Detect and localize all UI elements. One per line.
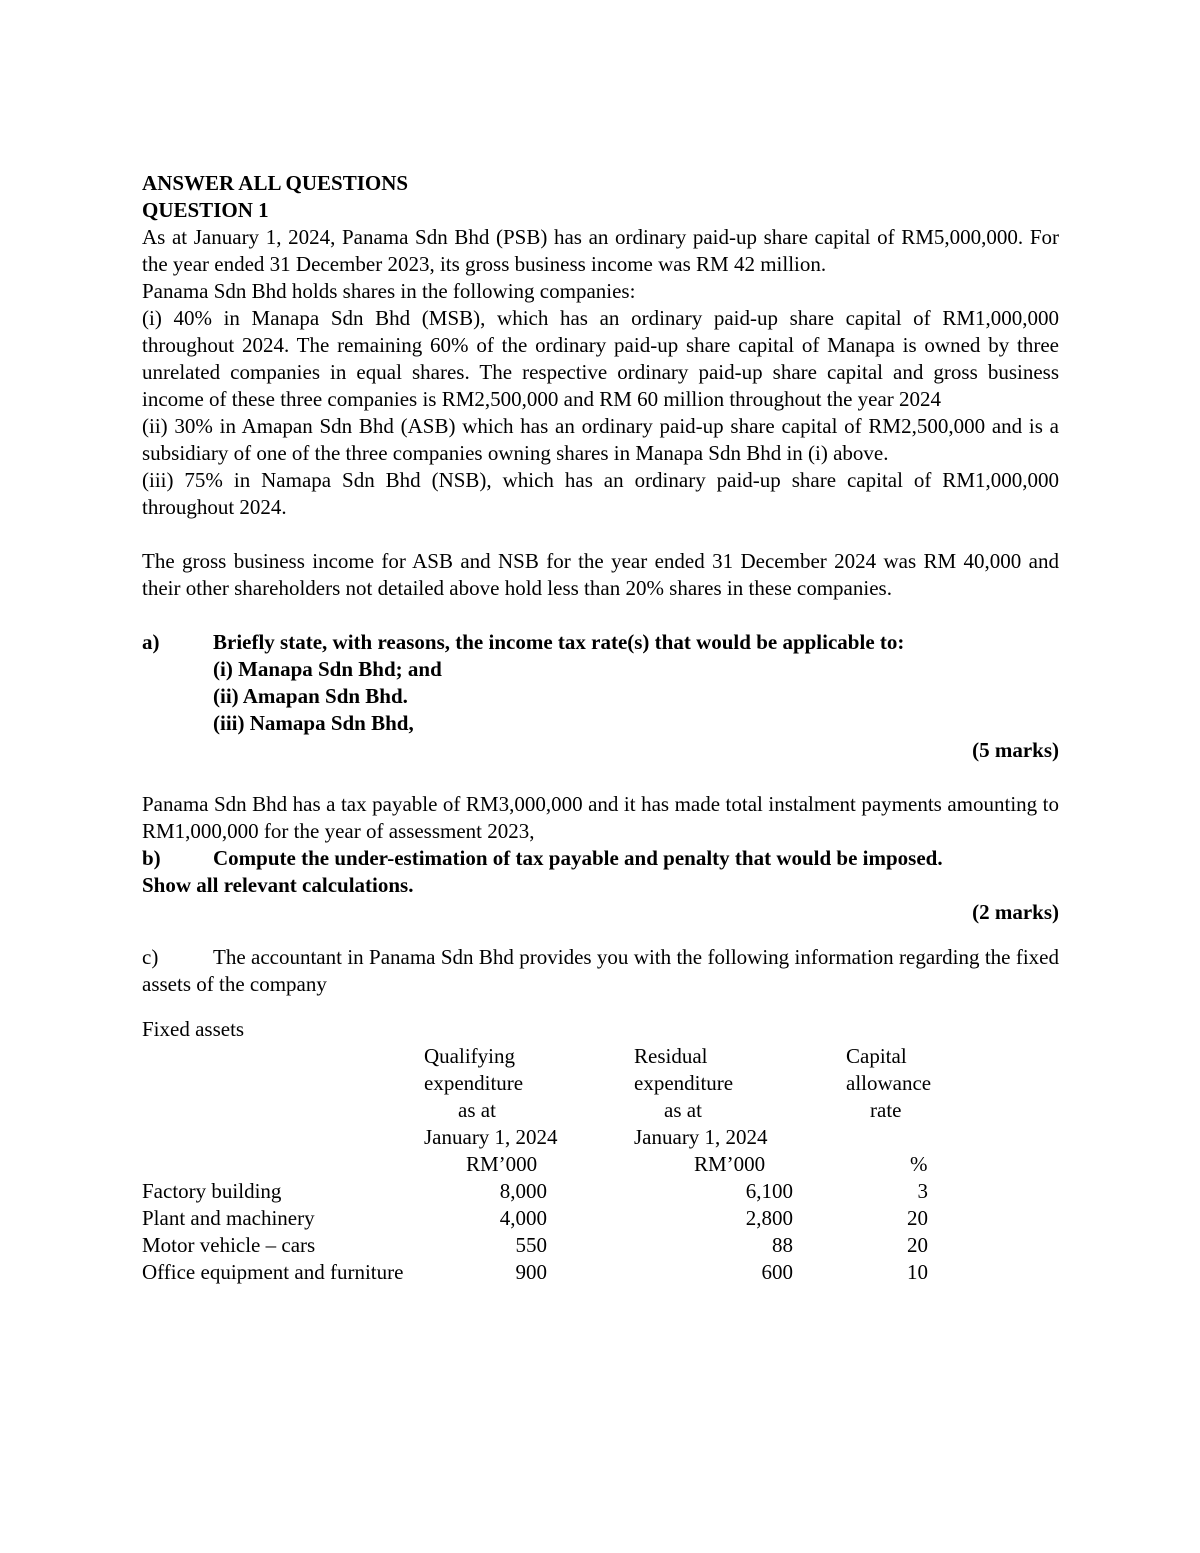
residual-expenditure: 6,100 [745, 1179, 793, 1203]
holding-i: (i) 40% in Manapa Sdn Bhd (MSB), which has an ordinary paid-up share capital of RM1,000,000 throughout 2024. The remaining 60% of the ordinary paid-up share capital of Manapa is owned by three unrelated companies in equal shares. The respective ordinary paid-up share capital and gross business income of these three companies is RM2,500,000 and RM 60 million throughout the year 2024 [142, 306, 1059, 411]
qe-header-1: Qualifying [424, 1044, 515, 1068]
asset-name: Motor vehicle – cars [142, 1233, 316, 1257]
residual-expenditure: 600 [761, 1260, 793, 1284]
part-b-marks: (2 marks) [972, 900, 1059, 924]
ca-header-5: % [910, 1152, 928, 1176]
part-b-label: b) [142, 846, 161, 870]
holding-ii: (ii) 30% in Amapan Sdn Bhd (ASB) which has an ordinary paid-up share capital of RM2,500,000 and is a subsidiary of one of the three companies owning shares in Manapa Sdn Bhd in (i) above. [142, 414, 1059, 465]
qe-header-2: expenditure [424, 1071, 524, 1095]
fixed-assets-table [142, 1043, 936, 1286]
qe-header-5: RM’000 [466, 1152, 538, 1176]
part-a-marks: (5 marks) [972, 738, 1059, 762]
table-row [142, 1178, 936, 1205]
table-header-row [142, 1124, 936, 1151]
residual-expenditure: 2,800 [745, 1206, 793, 1230]
part-a [142, 629, 1059, 656]
part-a-item-2: (ii) Amapan Sdn Bhd. [213, 684, 408, 708]
re-header-5: RM’000 [694, 1152, 766, 1176]
qualifying-expenditure: 550 [515, 1233, 547, 1257]
ca-header-3: rate [870, 1098, 902, 1122]
part-c-text: The accountant in Panama Sdn Bhd provides you with the following information regarding the fixed assets of the company [142, 945, 1059, 996]
table-row [142, 1205, 936, 1232]
part-a-item-3: (iii) Namapa Sdn Bhd, [213, 711, 414, 735]
qe-header-3: as at [458, 1098, 496, 1122]
ca-header-2: allowance [846, 1071, 932, 1095]
heading: ANSWER ALL QUESTIONS [142, 171, 409, 195]
table-header-row [142, 1070, 936, 1097]
holding-iii: (iii) 75% in Namapa Sdn Bhd (NSB), which has an ordinary paid-up share capital of RM1,000,000 throughout 2024. [142, 468, 1059, 519]
allowance-rate: 20 [907, 1233, 928, 1257]
part-a-item-1: (i) Manapa Sdn Bhd; and [213, 657, 442, 681]
qualifying-expenditure: 900 [515, 1260, 547, 1284]
question-page [142, 170, 1059, 1286]
table-row [142, 1232, 936, 1259]
table-header-row [142, 1043, 936, 1070]
question-title: QUESTION 1 [142, 198, 269, 222]
asset-name: Plant and machinery [142, 1206, 315, 1230]
residual-expenditure: 88 [772, 1233, 793, 1257]
allowance-rate: 20 [907, 1206, 928, 1230]
asset-name: Factory building [142, 1179, 282, 1203]
re-header-3: as at [664, 1098, 702, 1122]
qualifying-expenditure: 4,000 [499, 1206, 547, 1230]
allowance-rate: 3 [917, 1179, 928, 1203]
part-b [142, 845, 1059, 872]
fixed-assets-title: Fixed assets [142, 1017, 245, 1041]
table-row [142, 1259, 936, 1286]
intro-paragraph: As at January 1, 2024, Panama Sdn Bhd (PSB) has an ordinary paid-up share capital of RM5,000,000. For the year ended 31 December 2023, its gross business income was RM 42 million. [142, 225, 1059, 276]
re-header-1: Residual [634, 1044, 708, 1068]
qe-header-4: January 1, 2024 [424, 1125, 558, 1149]
re-header-4: January 1, 2024 [634, 1125, 768, 1149]
tax-payable-paragraph: Panama Sdn Bhd has a tax payable of RM3,000,000 and it has made total instalment payments amounting to RM1,000,000 for the year of assessment 2023, [142, 792, 1059, 843]
table-header-row [142, 1097, 936, 1124]
table-header-row [142, 1151, 936, 1178]
part-c-label: c) [142, 945, 159, 969]
asset-name: Office equipment and furniture [142, 1260, 404, 1284]
part-a-text: Briefly state, with reasons, the income tax rate(s) that would be applicable to: [213, 630, 905, 654]
part-b-text-2: Show all relevant calculations. [142, 873, 414, 897]
ca-header-1: Capital [846, 1044, 907, 1068]
allowance-rate: 10 [907, 1260, 928, 1284]
part-b-text: Compute the under-estimation of tax payable and penalty that would be imposed. [213, 846, 943, 870]
gross-income-paragraph: The gross business income for ASB and NSB for the year ended 31 December 2024 was RM 40,000 and their other shareholders not detailed above hold less than 20% shares in these companies. [142, 549, 1059, 600]
part-a-label: a) [142, 630, 160, 654]
re-header-2: expenditure [634, 1071, 734, 1095]
qualifying-expenditure: 8,000 [499, 1179, 547, 1203]
holdings-intro: Panama Sdn Bhd holds shares in the following companies: [142, 279, 636, 303]
